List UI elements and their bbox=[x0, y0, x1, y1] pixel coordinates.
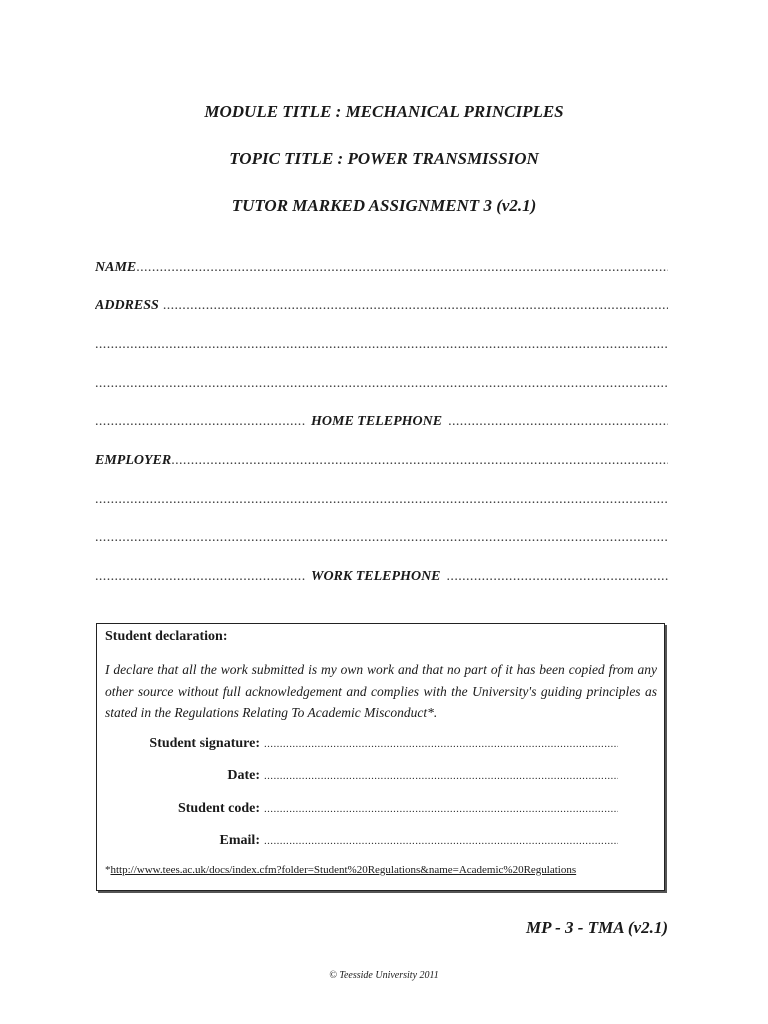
address-label: ADDRESS bbox=[95, 298, 159, 313]
employer-work-telephone-row[interactable] bbox=[95, 569, 668, 589]
email-dotted-line bbox=[264, 835, 618, 847]
home-telephone-label: HOME TELEPHONE bbox=[311, 414, 443, 429]
student-signature-dotted-line bbox=[264, 738, 618, 750]
address-line-2[interactable] bbox=[95, 337, 668, 357]
employer-dotted-line-2 bbox=[95, 492, 668, 508]
employer-line-2[interactable] bbox=[95, 492, 668, 512]
footnote-marker: * bbox=[105, 864, 111, 876]
student-declaration-box bbox=[96, 623, 665, 891]
regulations-footnote bbox=[105, 864, 576, 876]
document-code: MP - 3 - TMA (v2.1) bbox=[526, 918, 668, 937]
home-telephone-dotted-line bbox=[448, 414, 668, 430]
address-home-telephone-row[interactable] bbox=[95, 414, 668, 434]
employer-field[interactable] bbox=[95, 453, 668, 473]
address-field[interactable] bbox=[95, 298, 668, 318]
work-telephone-label: WORK TELEPHONE bbox=[311, 569, 441, 584]
student-signature-label: Student signature: bbox=[149, 736, 260, 751]
email-label: Email: bbox=[219, 833, 260, 848]
student-code-field[interactable] bbox=[105, 801, 618, 821]
employer-label: EMPLOYER bbox=[95, 453, 172, 468]
work-telephone-dotted-line bbox=[447, 569, 668, 585]
module-title: MODULE TITLE : MECHANICAL PRINCIPLES bbox=[204, 102, 564, 121]
employer-line-3[interactable] bbox=[95, 530, 668, 550]
name-label: NAME bbox=[95, 260, 137, 275]
address-dotted-line-1 bbox=[163, 298, 668, 314]
email-field[interactable] bbox=[105, 833, 618, 853]
copyright-notice: © Teesside University 2011 bbox=[329, 970, 439, 981]
address-dotted-line-3 bbox=[95, 376, 668, 392]
student-code-dotted-line bbox=[264, 803, 618, 815]
declaration-heading: Student declaration: bbox=[105, 629, 228, 644]
employer-dotted-line-4 bbox=[95, 569, 305, 585]
declaration-text: I declare that all the work submitted is my own work and that no part of it has been copied from any other source without full acknowledgement and complies with the University's guiding principles as stated in the Regulations Relating To Academic Misconduct*. bbox=[105, 662, 657, 720]
student-code-label: Student code: bbox=[177, 801, 260, 816]
employer-dotted-line-3 bbox=[95, 530, 668, 546]
address-dotted-line-2 bbox=[95, 337, 668, 353]
address-dotted-line-4 bbox=[95, 414, 305, 430]
name-dotted-line bbox=[136, 260, 668, 276]
student-signature-field[interactable] bbox=[105, 736, 618, 756]
date-label: Date: bbox=[227, 768, 260, 783]
employer-dotted-line-1 bbox=[171, 453, 668, 469]
regulations-link[interactable]: http://www.tees.ac.uk/docs/index.cfm?folder=Student%20Regulations&name=Academic%20Regulations bbox=[110, 864, 577, 876]
assignment-title: TUTOR MARKED ASSIGNMENT 3 (v2.1) bbox=[231, 196, 537, 215]
address-line-3[interactable] bbox=[95, 376, 668, 396]
date-field[interactable] bbox=[105, 768, 618, 788]
date-dotted-line bbox=[264, 770, 618, 782]
name-field[interactable] bbox=[95, 260, 668, 280]
topic-title: TOPIC TITLE : POWER TRANSMISSION bbox=[229, 149, 539, 168]
